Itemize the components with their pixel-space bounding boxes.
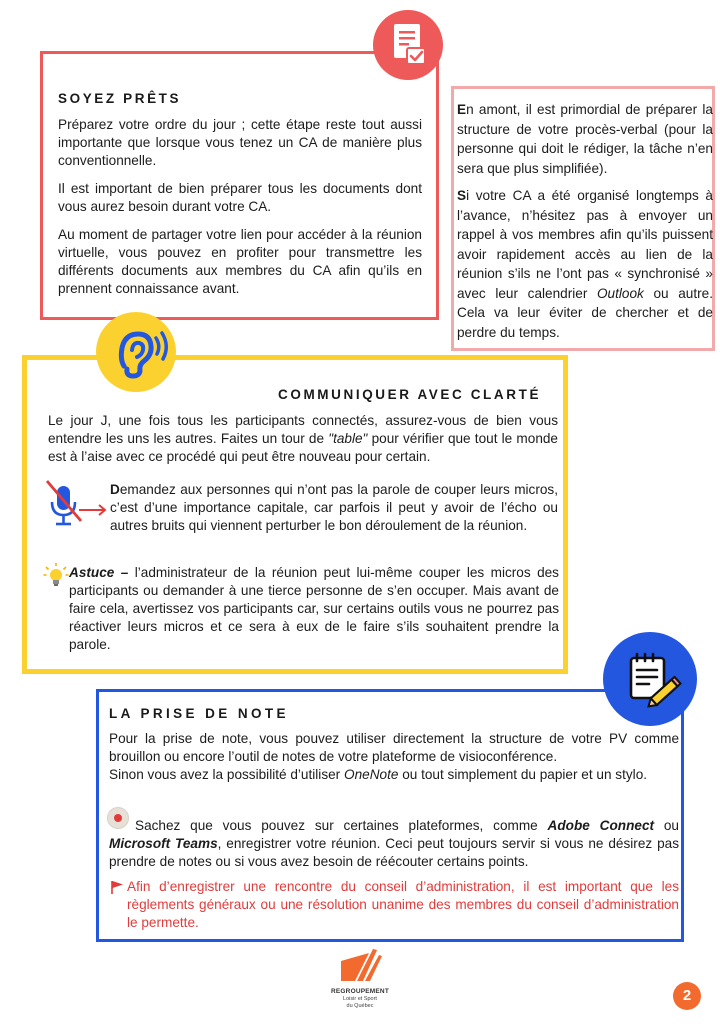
- page-number: 2: [682, 987, 692, 1004]
- soyez-prets-title: SOYEZ PRÊTS: [58, 91, 182, 106]
- red-flag-icon: [109, 879, 125, 895]
- ear-icon: [96, 312, 176, 392]
- en-amont-paragraph-1: En amont, il est primordial de préparer la structure de votre procès-verbal (pour la personne qui doit le rédiger, la tâche n’en sera que plus simplifiée).: [457, 102, 713, 176]
- prise-de-note-paragraph-2: Sinon vous avez la possibilité d’utiliser OneNote ou tout simplement du papier et un stylo.: [109, 767, 648, 782]
- regroupement-logo-mark: [335, 945, 385, 983]
- enregistrement-paragraph: Sachez que vous pouvez sur certaines plateformes, comme Adobe Connect ou Microsoft Teams, enregistrer votre réunion. Ceci peut toujours servir si vous ne désirez pas prendre de notes ou si vous avez besoin de réécouter certains points.: [109, 818, 679, 869]
- page-number-badge: [673, 982, 701, 1010]
- lightbulb-icon: [43, 562, 69, 588]
- soyez-prets-paragraph-1: Préparez votre ordre du jour ; cette étape reste tout aussi importante que lorsque vous tenez un CA de manière plus conventionnelle.: [58, 117, 422, 168]
- logo-line-1: REGROUPEMENT: [330, 988, 389, 995]
- en-amont-body: [457, 100, 713, 350]
- astuce-paragraph: Astuce – l’administrateur de la réunion peut lui-même couper les micros des participants ou demander à une tierce personne de s’en occuper. Mais avant de faire cela, avertissez vos participants car, sur certains outils vous ne pourrez pas réactiver leurs micros et ce sera à eux de le faire s’ils souhaitent prendre la parole.: [69, 565, 559, 652]
- communiquer-intro: Le jour J, une fois tous les participants connectés, assurez-vous de bien vous entendre les uns les autres. Faites un tour de "table" pour vérifier que tout le monde est à l’aise avec ce procédé qui peut être nouveau pour certain.: [48, 413, 558, 464]
- prise-de-note-box: [96, 689, 684, 942]
- logo-line-3: du Québec: [346, 1003, 374, 1009]
- en-amont-box: [451, 86, 715, 351]
- regroupement-logo: [315, 945, 405, 1017]
- communiquer-title: COMMUNIQUER AVEC CLARTÉ: [278, 387, 542, 402]
- soyez-prets-paragraph-3: Au moment de partager votre lien pour accéder à la réunion virtuelle, vous pouvez en profiter pour transmettre les différents documents aux membres du CA afin qu’ils en prennent connaissance avant.: [58, 227, 422, 296]
- logo-line-2: Loisir et Sport: [343, 996, 377, 1002]
- couper-micros-paragraph: Demandez aux personnes qui n’ont pas la parole de couper leurs micros, c’est d’une importance capitale, car parfois il peut y avoir de l’écho ou autres bruits qui viennent perturber le bon déroulement de la réunion.: [110, 482, 558, 533]
- avertissement-paragraph: Afin d’enregistrer une rencontre du conseil d’administration, il est important que les règlements généraux ou une résolution unanime des membres du conseil d’administration le permette.: [127, 879, 679, 930]
- prise-de-note-title: LA PRISE DE NOTE: [109, 706, 289, 721]
- notepad-pen-icon: [603, 632, 697, 726]
- en-amont-paragraph-2: Si votre CA a été organisé longtemps à l’avance, n’hésitez pas à envoyer un rappel à vos membres afin qu’ils puissent avoir rapidement accès au lien de la réunion s’ils ne l’ont pas « synchronisé » avec leur calendrier Outlook ou autre. Cela va leur éviter de chercher et de perdre du temps.: [457, 188, 713, 340]
- muted-microphone-icon: [41, 477, 111, 531]
- document-check-icon: [373, 10, 443, 80]
- prise-de-note-paragraph-1: Pour la prise de note, vous pouvez utiliser directement la structure de votre PV comme brouillon ou encore l’outil de notes de votre plateforme de visioconférence.: [109, 731, 679, 764]
- communiquer-box: [22, 355, 568, 674]
- prise-de-note-intro: [109, 730, 679, 784]
- soyez-prets-body: [58, 116, 422, 308]
- soyez-prets-box: [40, 51, 439, 320]
- soyez-prets-paragraph-2: Il est important de bien préparer tous les documents dont vous aurez besoin durant votre CA.: [58, 181, 422, 214]
